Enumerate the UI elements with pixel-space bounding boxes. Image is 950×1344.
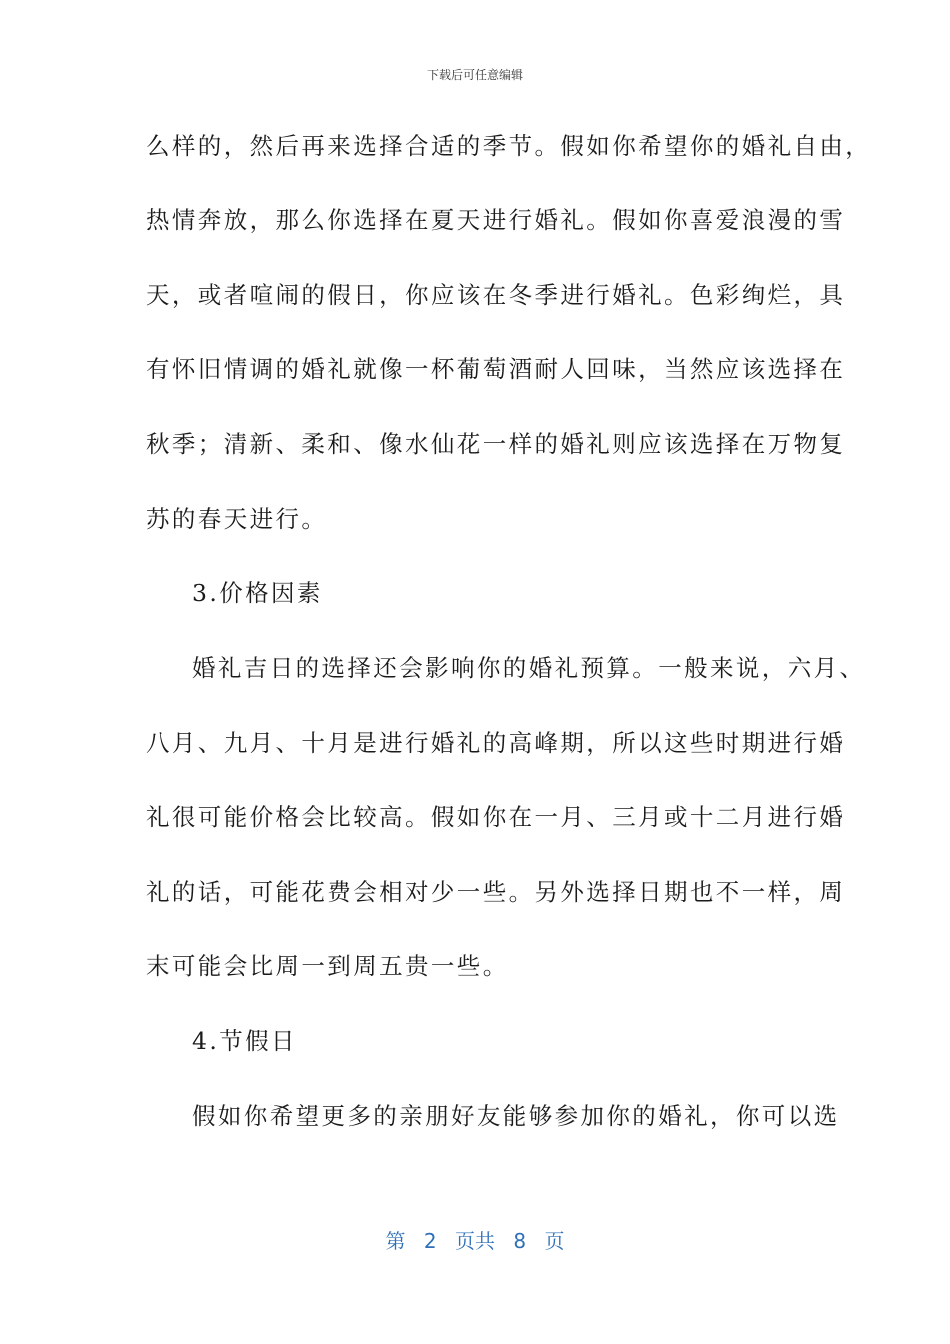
body-line: 有怀旧情调的婚礼就像一杯葡萄酒耐人回味，当然应该选择在	[146, 355, 846, 383]
body-line: 热情奔放，那么你选择在夏天进行婚礼。假如你喜爱浪漫的雪	[146, 206, 846, 234]
footer-page-number: 2	[423, 1229, 437, 1253]
footer-total-pages: 8	[513, 1229, 527, 1253]
section-heading: 4.节假日	[192, 1027, 297, 1055]
body-line: 礼的话，可能花费会相对少一些。另外选择日期也不一样，周	[146, 878, 846, 906]
body-line: 么样的，然后再来选择合适的季节。假如你希望你的婚礼自由，	[146, 132, 872, 160]
page-header: 下载后可任意编辑	[426, 68, 523, 82]
body-line: 假如你希望更多的亲朋好友能够参加你的婚礼，你可以选	[192, 1102, 840, 1130]
body-line: 苏的春天进行。	[146, 505, 328, 533]
footer-middle: 页共	[455, 1229, 495, 1253]
footer-suffix: 页	[544, 1229, 565, 1253]
body-line: 天，或者喧闹的假日，你应该在冬季进行婚礼。色彩绚烂，具	[146, 281, 846, 309]
body-line: 礼很可能价格会比较高。假如你在一月、三月或十二月进行婚	[146, 803, 846, 831]
body-line: 末可能会比周一到周五贵一些。	[146, 952, 509, 980]
body-line: 秋季；清新、柔和、像水仙花一样的婚礼则应该选择在万物复	[146, 430, 846, 458]
page-footer	[0, 1225, 950, 1254]
body-line: 婚礼吉日的选择还会影响你的婚礼预算。一般来说，六月、	[192, 654, 866, 682]
section-heading: 3.价格因素	[192, 579, 323, 607]
body-line: 八月、九月、十月是进行婚礼的高峰期，所以这些时期进行婚	[146, 729, 846, 757]
footer-prefix: 第	[385, 1229, 406, 1253]
